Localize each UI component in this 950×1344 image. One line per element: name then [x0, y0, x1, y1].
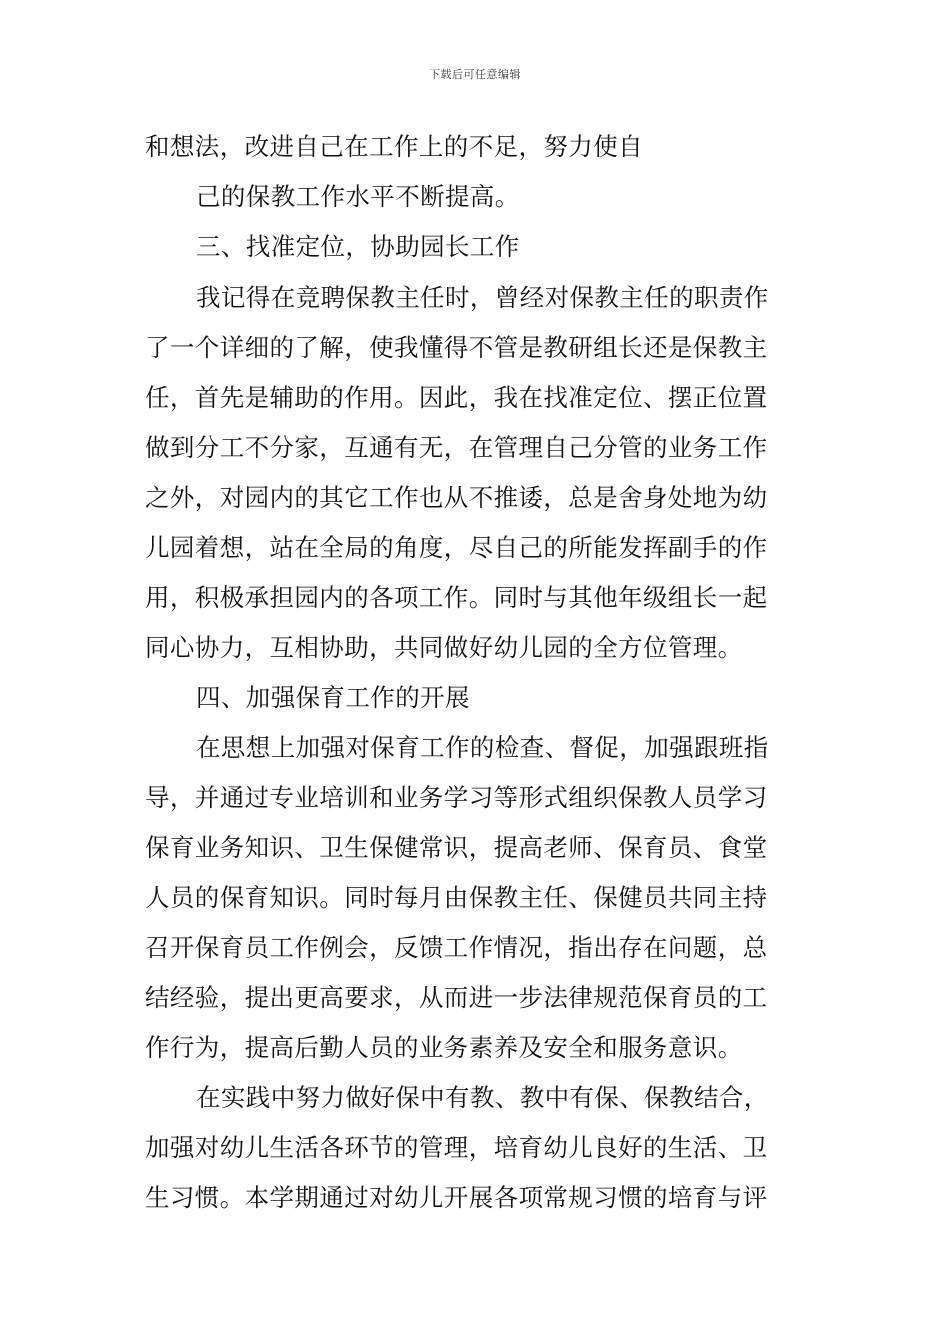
paragraph-line: 之外，对园内的其它工作也从不推诿，总是舍身处地为幼 — [145, 483, 768, 512]
paragraph-line: 做到分工不分家，互通有无，在管理自己分管的业务工作 — [145, 433, 768, 462]
paragraph-line: 同心协力，互相协助，共同做好幼儿园的全方位管理。 — [145, 633, 743, 662]
paragraph-line: 和想法，改进自己在工作上的不足，努力使自 — [145, 132, 643, 161]
paragraph-line: 儿园着想，站在全局的角度，尽自己的所能发挥副手的作 — [145, 533, 768, 562]
paragraph-line: 生习惯。本学期通过对幼儿开展各项常规习惯的培育与评 — [145, 1183, 768, 1212]
paragraph-line: 用，积极承担园内的各项工作。同时与其他年级组长一起 — [145, 583, 768, 612]
paragraph-line: 作行为，提高后勤人员的业务素养及安全和服务意识。 — [145, 1033, 743, 1062]
page-header: 下载后可任意编辑 — [429, 68, 521, 81]
paragraph-line: 了一个详细的了解，使我懂得不管是教研组长还是保教主 — [145, 333, 768, 362]
paragraph-line: 在实践中努力做好保中有教、教中有保、保教结合， — [196, 1083, 769, 1112]
paragraph-line: 召开保育员工作例会，反馈工作情况，指出存在问题，总 — [145, 933, 768, 962]
section-heading: 三、找准定位，协助园长工作 — [196, 232, 520, 261]
paragraph-line: 导，并通过专业培训和业务学习等形式组织保教人员学习 — [145, 783, 768, 812]
section-heading: 四、加强保育工作的开展 — [196, 683, 470, 712]
paragraph-line: 加强对幼儿生活各环节的管理，培育幼儿良好的生活、卫 — [145, 1133, 768, 1162]
paragraph-line: 保育业务知识、卫生保健常识，提高老师、保育员、食堂 — [145, 833, 768, 862]
paragraph-line: 任，首先是辅助的作用。因此，我在找准定位、摆正位置 — [145, 383, 768, 412]
paragraph-line: 人员的保育知识。同时每月由保教主任、保健员共同主持 — [145, 883, 768, 912]
paragraph-line: 己的保教工作水平不断提高。 — [196, 182, 520, 211]
paragraph-line: 我记得在竞聘保教主任时，曾经对保教主任的职责作 — [196, 283, 769, 312]
paragraph-line: 结经验，提出更高要求，从而进一步法律规范保育员的工 — [145, 983, 768, 1012]
paragraph-line: 在思想上加强对保育工作的检查、督促，加强跟班指 — [196, 733, 769, 762]
